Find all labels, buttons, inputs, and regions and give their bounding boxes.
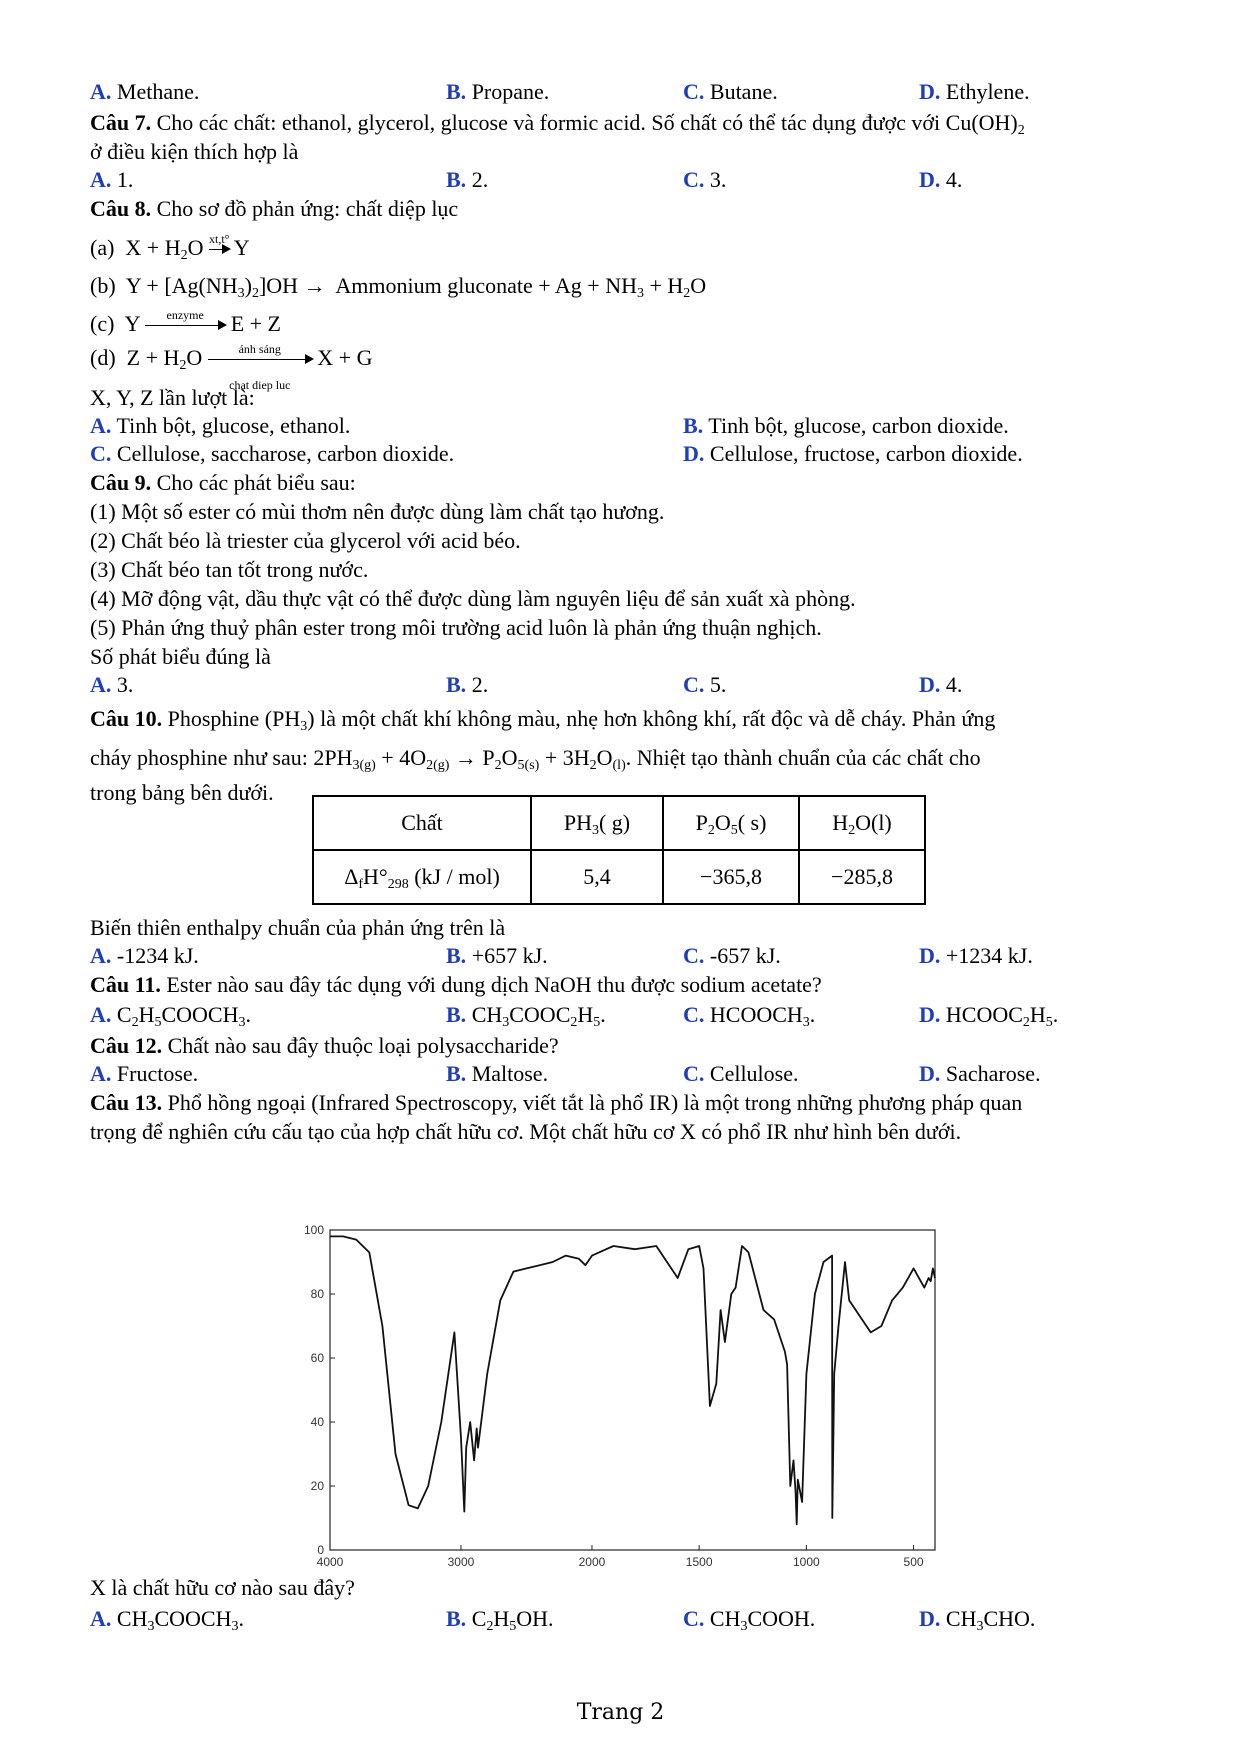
q13-option-c[interactable]: C. $CH_3COOH$.	[683, 1606, 816, 1634]
q13-answer-block	[90, 1573, 1150, 1636]
x-tick-label: 3000	[447, 1555, 475, 1569]
table-header-h2o: $H_2O(l)$	[799, 796, 925, 850]
q12-option-b[interactable]: B. Maltose.	[446, 1061, 549, 1086]
q8-ask: X, Y, Z lần lượt là:	[90, 385, 255, 410]
chart-ticks	[304, 1223, 924, 1569]
q11-option-a[interactable]: A. $C_2H_5COOCH_3$.	[90, 1002, 251, 1030]
q13-ask: X là chất hữu cơ nào sau đây?	[90, 1575, 355, 1600]
q11-option-c[interactable]: C. $HCOOCH_3$.	[683, 1002, 816, 1030]
q13-options	[90, 1602, 1150, 1636]
table-header-row	[313, 796, 925, 850]
y-tick-label: 20	[310, 1479, 324, 1493]
q9-statement-3: (3) Chất béo tan tốt trong nước.	[90, 557, 369, 582]
q8-stem: Câu 8. Cho sơ đồ phản ứng: chất diệp lục	[90, 196, 459, 221]
q8-reaction-b: (b) $Y + [Ag(NH_3)_2]OH$ → Ammonium gluconate + $Ag + NH_3 + H_2O$	[90, 273, 707, 301]
q8-reaction-d: (d) $Z + H_2O$ ánh sáng chat diep luc X + G	[90, 342, 373, 393]
q11-options	[90, 999, 1150, 1031]
q10-equation: cháy phosphine như sau: $2PH_{3(g)} + 4O_{2(g)} \to P_2O_{5(s)} + 3H_2O_{(l)}$. Nhiệt tạo thành chuẩn của các chất cho	[90, 745, 981, 773]
series-line	[330, 1236, 935, 1524]
q10-options	[90, 942, 1150, 970]
q10-option-a[interactable]: A. -1234 kJ.	[90, 943, 199, 968]
q6-option-a[interactable]: A. Methane.	[90, 79, 200, 104]
q12-option-d[interactable]: D. Sacharose.	[919, 1061, 1041, 1086]
q7-option-d[interactable]: D. 4.	[919, 167, 963, 192]
q12-stem: Câu 12. Chất nào sau đây thuộc loại polysaccharide?	[90, 1033, 559, 1058]
q9-option-b[interactable]: B. 2.	[446, 672, 489, 697]
q7-stem: Câu 7. Cho các chất: ethanol, glycerol, glucose và formic acid. Số chất có thể tác dụng được với $Cu(OH)_2$	[90, 110, 1025, 138]
table-row-label: $\Delta_fH^\circ_{298}$ (kJ / mol)	[313, 850, 531, 904]
y-tick-label: 60	[310, 1351, 324, 1365]
q11-option-d[interactable]: D. $HCOOC_2H_5$.	[919, 1002, 1059, 1030]
q11-stem: Câu 11. Ester nào sau đây tác dụng với dung dịch NaOH thu được sodium acetate?	[90, 972, 822, 997]
q12-option-c[interactable]: C. Cellulose.	[683, 1061, 799, 1086]
x-tick-label: 1500	[685, 1555, 713, 1569]
q7-options	[90, 166, 1150, 194]
x-tick-label: 1000	[793, 1555, 820, 1569]
page-content	[90, 78, 1150, 1146]
q11-option-b[interactable]: B. $CH_3COOC_2H_5$.	[446, 1002, 606, 1030]
q7-option-c[interactable]: C. 3.	[683, 167, 727, 192]
ir-spectrum-chart	[280, 1220, 940, 1570]
q13-stem-cont: trọng để nghiên cứu cấu tạo của hợp chất hữu cơ. Một chất hữu cơ X có phổ IR như hình bên dưới.	[90, 1119, 962, 1144]
y-tick-label: 0	[317, 1543, 324, 1557]
q9-option-a[interactable]: A. 3.	[90, 672, 134, 697]
q10-option-b[interactable]: B. +657 kJ.	[446, 943, 548, 968]
q7-option-b[interactable]: B. 2.	[446, 167, 489, 192]
q7-stem-cont: ở điều kiện thích hợp là	[90, 139, 299, 164]
chart-series	[330, 1236, 935, 1524]
q9-options	[90, 671, 1150, 699]
q8-option-d[interactable]: D. Cellulose, fructose, carbon dioxide.	[683, 441, 1023, 466]
q6-option-c[interactable]: C. Butane.	[683, 79, 778, 104]
y-tick-label: 100	[303, 1223, 324, 1237]
q8-option-b[interactable]: B. Tinh bột, glucose, carbon dioxide.	[683, 413, 1009, 438]
q9-statement-5: (5) Phản ứng thuỷ phân ester trong môi trường acid luôn là phản ứng thuận nghịch.	[90, 615, 822, 640]
q10-option-d[interactable]: D. +1234 kJ.	[919, 943, 1033, 968]
q8-reaction-a: (a) $X + H_2O$ xt,t° Y	[90, 232, 250, 263]
table-cell-h2o: −285,8	[799, 850, 925, 904]
q9-ask: Số phát biểu đúng là	[90, 644, 271, 669]
table-row	[313, 850, 925, 904]
x-tick-label: 500	[903, 1555, 924, 1569]
q9-option-d[interactable]: D. 4.	[919, 672, 963, 697]
q13-stem: Câu 13. Phổ hồng ngoại (Infrared Spectroscopy, viết tắt là phổ IR) là một trong những phương pháp quan	[90, 1090, 1023, 1115]
y-tick-label: 80	[310, 1287, 324, 1301]
q12-options	[90, 1060, 1150, 1088]
q12-option-a[interactable]: A. Fructose.	[90, 1061, 199, 1086]
enthalpy-table	[312, 795, 926, 905]
q10-ask: Biến thiên enthalpy chuẩn của phản ứng trên là	[90, 915, 506, 940]
table-header-substance: Chất	[313, 796, 531, 850]
q13-option-a[interactable]: A. $CH_3COOCH_3$.	[90, 1606, 244, 1634]
table-header-ph3: $PH_3$( g)	[531, 796, 663, 850]
table-header-p2o5: $P_2O_5$( s)	[663, 796, 799, 850]
q9-statement-2: (2) Chất béo là triester của glycerol với acid béo.	[90, 528, 521, 553]
table-cell-ph3: 5,4	[531, 850, 663, 904]
q8-reaction-c: (c) Y enzyme E + Z	[90, 308, 281, 336]
q9-statement-4: (4) Mỡ động vật, dầu thực vật có thể được dùng làm nguyên liệu để sản xuất xà phòng.	[90, 586, 856, 611]
q8-options-cd	[90, 440, 1150, 468]
q10-stem-cont: trong bảng bên dưới.	[90, 780, 274, 805]
x-tick-label: 2000	[578, 1555, 606, 1569]
q8-option-a[interactable]: A. Tinh bột, glucose, ethanol.	[90, 413, 351, 438]
q6-option-d[interactable]: D. Ethylene.	[919, 79, 1030, 104]
q6-options	[90, 78, 1150, 106]
q13-option-d[interactable]: D. $CH_3CHO$.	[919, 1606, 1036, 1634]
q10-option-c[interactable]: C. -657 kJ.	[683, 943, 781, 968]
q6-option-b[interactable]: B. Propane.	[446, 79, 550, 104]
q9-stem: Câu 9. Cho các phát biểu sau:	[90, 470, 356, 495]
q8-option-c[interactable]: C. Cellulose, saccharose, carbon dioxide.	[90, 441, 455, 466]
q8-options-ab	[90, 412, 1150, 440]
q9-option-c[interactable]: C. 5.	[683, 672, 727, 697]
y-tick-label: 40	[310, 1415, 324, 1429]
x-tick-label: 4000	[316, 1555, 344, 1569]
page-footer: Trang 2	[576, 1700, 665, 1725]
q7-option-a[interactable]: A. 1.	[90, 167, 134, 192]
table-cell-p2o5: −365,8	[663, 850, 799, 904]
q13-option-b[interactable]: B. $C_2H_5OH$.	[446, 1606, 554, 1634]
q9-statement-1: (1) Một số ester có mùi thơm nên được dùng làm chất tạo hương.	[90, 499, 665, 524]
q10-stem: Câu 10. Phosphine $(PH_3)$ là một chất khí không màu, nhẹ hơn không khí, rất độc và dễ cháy. Phản ứng	[90, 706, 996, 734]
